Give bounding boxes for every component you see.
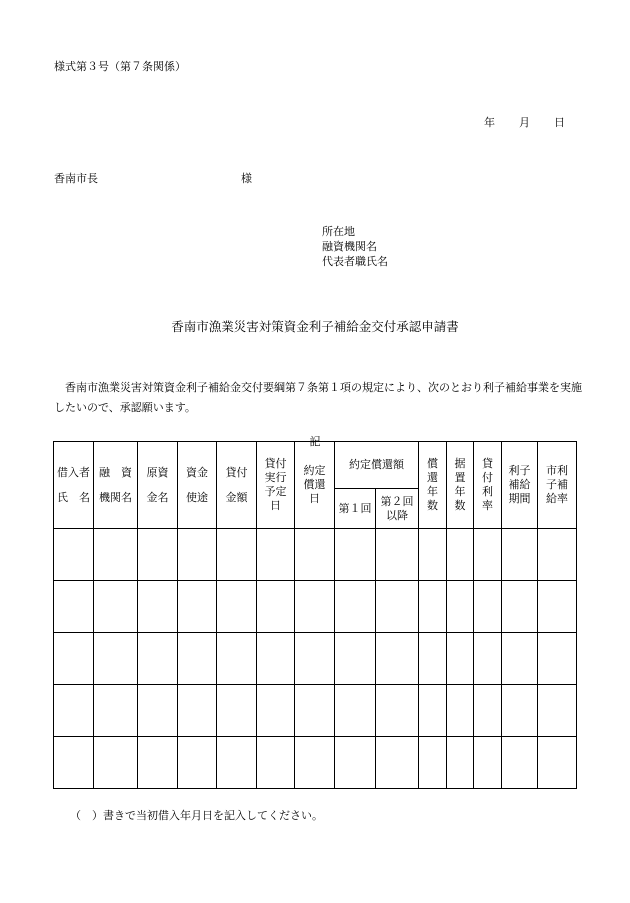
cell-repay-second[interactable] [376,737,419,789]
cell-city-rate[interactable] [538,633,577,685]
cell-grace-years[interactable] [447,581,474,633]
table-row [54,685,577,737]
cell-repay-first[interactable] [335,633,376,685]
cell-loan-rate[interactable] [474,737,502,789]
date-month-label: 月 [519,116,530,129]
cell-repay-second[interactable] [376,633,419,685]
cell-repay-years[interactable] [419,581,447,633]
header-loan-date: 貸付 実行 予定 日 [257,442,295,529]
cell-amount[interactable] [217,737,257,789]
applicant-representative-label: 代表者職氏名 [322,255,388,268]
header-loan-rate: 貸 付 利 率 [474,442,502,529]
cell-loan-date[interactable] [257,581,295,633]
cell-amount[interactable] [217,685,257,737]
cell-loan-date[interactable] [257,737,295,789]
cell-repay-date[interactable] [295,529,335,581]
cell-loan-rate[interactable] [474,529,502,581]
cell-lender[interactable] [94,633,138,685]
header-repay-second: 第２回 以降 [376,489,419,529]
cell-source[interactable] [138,581,178,633]
header-subsidy-period: 利子 補給 期間 [502,442,538,529]
cell-borrower[interactable] [54,737,94,789]
cell-loan-date[interactable] [257,529,295,581]
cell-repay-first[interactable] [335,529,376,581]
table-row [54,581,577,633]
cell-purpose[interactable] [178,685,217,737]
cell-borrower[interactable] [54,529,94,581]
cell-source[interactable] [138,737,178,789]
table-row [54,737,577,789]
cell-source[interactable] [138,633,178,685]
cell-repay-years[interactable] [419,529,447,581]
cell-subsidy-period[interactable] [502,685,538,737]
cell-lender[interactable] [94,581,138,633]
cell-subsidy-period[interactable] [502,737,538,789]
header-repay-amount: 約定償還額 [335,442,419,489]
cell-city-rate[interactable] [538,737,577,789]
cell-city-rate[interactable] [538,581,577,633]
cell-lender[interactable] [94,529,138,581]
body-paragraph: 香南市漁業災害対策資金利子補給金交付要綱第７条第１項の規定により、次のとおり利子補給事業を実施したいので、承認願います。 [54,381,582,414]
cell-repay-years[interactable] [419,685,447,737]
cell-lender[interactable] [94,685,138,737]
applicant-fields [322,224,388,269]
header-repay-date: 約定 償還 日 [295,442,335,529]
cell-borrower[interactable] [54,633,94,685]
cell-city-rate[interactable] [538,685,577,737]
cell-source[interactable] [138,529,178,581]
header-grace-years: 据 置 年 数 [447,442,474,529]
cell-loan-rate[interactable] [474,685,502,737]
header-source: 原資 金名 [138,442,178,529]
applicant-lender-label: 融資機関名 [322,240,377,253]
cell-amount[interactable] [217,581,257,633]
cell-repay-date[interactable] [295,633,335,685]
cell-loan-rate[interactable] [474,633,502,685]
cell-subsidy-period[interactable] [502,529,538,581]
header-repay-first: 第１回 [335,489,376,529]
header-city-rate: 市利 子補 給率 [538,442,577,529]
honorific: 様 [241,172,252,185]
header-purpose: 資金 使途 [178,442,217,529]
cell-repay-first[interactable] [335,581,376,633]
cell-subsidy-period[interactable] [502,581,538,633]
cell-grace-years[interactable] [447,633,474,685]
cell-purpose[interactable] [178,737,217,789]
cell-source[interactable] [138,685,178,737]
table-body [54,529,577,789]
date-day-label: 日 [554,116,565,129]
cell-purpose[interactable] [178,633,217,685]
header-amount: 貸付 金額 [217,442,257,529]
footnote: （ ）書きで当初借入年月日を記入してください。 [70,809,323,822]
cell-repay-years[interactable] [419,737,447,789]
cell-repay-first[interactable] [335,685,376,737]
cell-repay-second[interactable] [376,529,419,581]
loan-table [53,441,577,789]
cell-borrower[interactable] [54,685,94,737]
cell-repay-second[interactable] [376,685,419,737]
cell-repay-first[interactable] [335,737,376,789]
header-repay-years: 償 還 年 数 [419,442,447,529]
cell-repay-second[interactable] [376,581,419,633]
addressee: 香南市長 [54,172,98,185]
cell-loan-rate[interactable] [474,581,502,633]
cell-grace-years[interactable] [447,685,474,737]
form-number: 様式第３号（第７条関係） [54,60,186,73]
document-title: 香南市漁業災害対策資金利子補給金交付承認申請書 [171,319,459,334]
date-year-label: 年 [484,116,495,129]
cell-purpose[interactable] [178,529,217,581]
cell-grace-years[interactable] [447,737,474,789]
cell-repay-date[interactable] [295,737,335,789]
cell-loan-date[interactable] [257,685,295,737]
cell-amount[interactable] [217,633,257,685]
ki-marker: 記 [309,435,321,448]
cell-grace-years[interactable] [447,529,474,581]
cell-amount[interactable] [217,529,257,581]
cell-lender[interactable] [94,737,138,789]
cell-repay-years[interactable] [419,633,447,685]
cell-borrower[interactable] [54,581,94,633]
cell-city-rate[interactable] [538,529,577,581]
table-row [54,633,577,685]
table-row [54,529,577,581]
cell-repay-date[interactable] [295,685,335,737]
cell-repay-date[interactable] [295,581,335,633]
cell-purpose[interactable] [178,581,217,633]
applicant-address-label: 所在地 [322,225,355,238]
cell-subsidy-period[interactable] [502,633,538,685]
date-line [484,117,565,128]
header-borrower: 借入者 氏 名 [54,442,94,529]
header-lender: 融 資 機関名 [94,442,138,529]
cell-loan-date[interactable] [257,633,295,685]
